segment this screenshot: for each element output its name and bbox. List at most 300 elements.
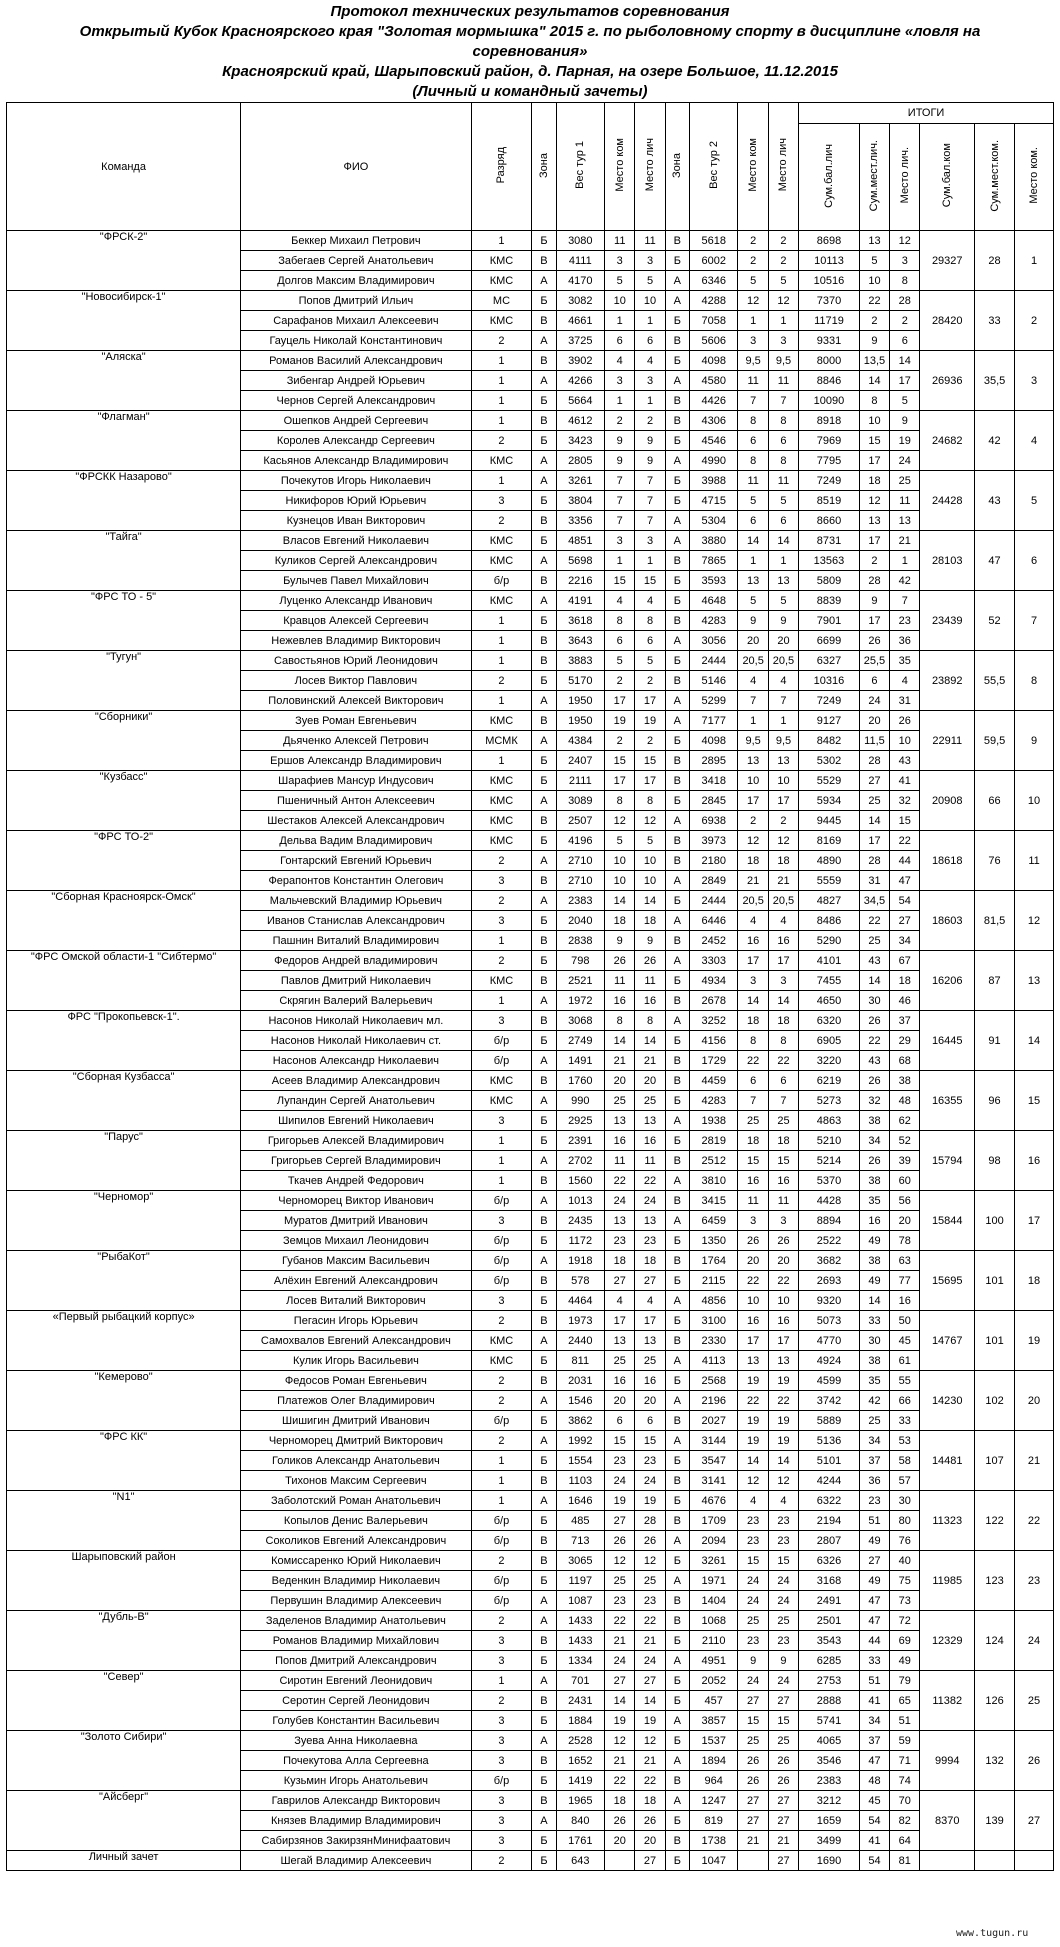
value-cell: 26 bbox=[768, 1751, 798, 1771]
value-cell: 4648 bbox=[689, 591, 738, 611]
value-cell: 26 bbox=[738, 1231, 768, 1251]
value-cell: 19 bbox=[605, 711, 635, 731]
value-cell: 9,5 bbox=[768, 351, 798, 371]
team-name-cell: "РыбаКот" bbox=[7, 1251, 241, 1311]
value-cell: А bbox=[665, 1711, 689, 1731]
value-cell: 6459 bbox=[689, 1211, 738, 1231]
value-cell: 8 bbox=[768, 411, 798, 431]
value-cell: 16 bbox=[605, 1131, 635, 1151]
value-cell: 14 bbox=[859, 811, 889, 831]
value-cell: 1894 bbox=[689, 1751, 738, 1771]
value-cell: 2435 bbox=[556, 1211, 605, 1231]
value-cell: 4170 bbox=[556, 271, 605, 291]
value-cell: 20 bbox=[605, 1831, 635, 1851]
value-cell: 46 bbox=[890, 991, 920, 1011]
team-place-cell: 1 bbox=[1015, 231, 1054, 291]
value-cell: 11,5 bbox=[859, 731, 889, 751]
value-cell: 13 bbox=[768, 571, 798, 591]
value-cell: 1 bbox=[471, 391, 532, 411]
value-cell: 1 bbox=[471, 631, 532, 651]
value-cell: В bbox=[532, 931, 556, 951]
value-cell: 2702 bbox=[556, 1151, 605, 1171]
value-cell: 3065 bbox=[556, 1551, 605, 1571]
value-cell: Б bbox=[665, 1691, 689, 1711]
value-cell: 8 bbox=[890, 271, 920, 291]
value-cell: 1404 bbox=[689, 1591, 738, 1611]
value-cell: 9 bbox=[635, 451, 665, 471]
value-cell: 1 bbox=[738, 551, 768, 571]
value-cell: 7370 bbox=[799, 291, 860, 311]
value-cell: 52 bbox=[890, 1131, 920, 1151]
value-cell: 713 bbox=[556, 1531, 605, 1551]
table-row bbox=[7, 771, 1054, 791]
team-sum-places-cell: 35,5 bbox=[975, 351, 1015, 411]
value-cell: 2845 bbox=[689, 791, 738, 811]
value-cell: 16 bbox=[635, 1371, 665, 1391]
participant-name-cell: Губанов Максим Васильевич bbox=[241, 1251, 472, 1271]
value-cell: 1491 bbox=[556, 1051, 605, 1071]
value-cell: В bbox=[532, 1751, 556, 1771]
value-cell: 27 bbox=[738, 1791, 768, 1811]
value-cell: 27 bbox=[768, 1811, 798, 1831]
table-header bbox=[7, 103, 1054, 231]
value-cell: 16 bbox=[605, 1371, 635, 1391]
value-cell: 49 bbox=[890, 1651, 920, 1671]
value-cell: 4890 bbox=[799, 851, 860, 871]
value-cell: 25 bbox=[605, 1351, 635, 1371]
value-cell: 4 bbox=[738, 1491, 768, 1511]
value-cell: 12 bbox=[635, 811, 665, 831]
value-cell: 14 bbox=[859, 1291, 889, 1311]
value-cell: 16 bbox=[605, 991, 635, 1011]
value-cell: 6320 bbox=[799, 1011, 860, 1031]
value-cell: 2391 bbox=[556, 1131, 605, 1151]
team-sum-places-cell: 59,5 bbox=[975, 711, 1015, 771]
participant-name-cell: Заболотский Роман Анатольевич bbox=[241, 1491, 472, 1511]
team-sum-places-cell: 96 bbox=[975, 1071, 1015, 1131]
value-cell: А bbox=[532, 731, 556, 751]
value-cell: 6 bbox=[635, 331, 665, 351]
value-cell: 8 bbox=[859, 391, 889, 411]
value-cell: Б bbox=[532, 771, 556, 791]
value-cell: 13 bbox=[605, 1331, 635, 1351]
value-cell: 3303 bbox=[689, 951, 738, 971]
value-cell: 1 bbox=[471, 411, 532, 431]
participant-name-cell: Зуева Анна Николаевна bbox=[241, 1731, 472, 1751]
value-cell: 34 bbox=[859, 1431, 889, 1451]
value-cell: 457 bbox=[689, 1691, 738, 1711]
value-cell: 7058 bbox=[689, 311, 738, 331]
value-cell: 11 bbox=[635, 1151, 665, 1171]
value-cell: 1 bbox=[768, 551, 798, 571]
value-cell: Б bbox=[532, 1031, 556, 1051]
value-cell: 27 bbox=[635, 1851, 665, 1871]
participant-name-cell: Лосев Виктор Павлович bbox=[241, 671, 472, 691]
value-cell: 2819 bbox=[689, 1131, 738, 1151]
team-name-cell: «Первый рыбацкий корпус» bbox=[7, 1311, 241, 1371]
team-sum-points-cell: 11323 bbox=[920, 1491, 975, 1551]
participant-name-cell: Алёхин Евгений Александрович bbox=[241, 1271, 472, 1291]
value-cell: В bbox=[665, 1071, 689, 1091]
value-cell: 26 bbox=[859, 1011, 889, 1031]
value-cell: 3 bbox=[471, 491, 532, 511]
participant-name-cell: Черноморец Виктор Иванович bbox=[241, 1191, 472, 1211]
value-cell: 19 bbox=[768, 1431, 798, 1451]
value-cell: 10516 bbox=[799, 271, 860, 291]
value-cell: 73 bbox=[890, 1591, 920, 1611]
value-cell: 7 bbox=[890, 591, 920, 611]
value-cell: 16 bbox=[768, 931, 798, 951]
team-place-cell: 19 bbox=[1015, 1311, 1054, 1371]
value-cell: 63 bbox=[890, 1251, 920, 1271]
value-cell: 11 bbox=[605, 1151, 635, 1171]
value-cell: 1560 bbox=[556, 1171, 605, 1191]
value-cell: 6 bbox=[635, 1411, 665, 1431]
value-cell: 12 bbox=[635, 1551, 665, 1571]
value-cell: 23 bbox=[738, 1511, 768, 1531]
value-cell: 15 bbox=[859, 431, 889, 451]
value-cell: 7865 bbox=[689, 551, 738, 571]
team-sum-points-cell: 24682 bbox=[920, 411, 975, 471]
team-name-cell: "Дубль-В" bbox=[7, 1611, 241, 1671]
value-cell: 3 bbox=[738, 971, 768, 991]
value-cell: 6446 bbox=[689, 911, 738, 931]
value-cell: 5529 bbox=[799, 771, 860, 791]
participant-name-cell: Дельва Вадим Владимирович bbox=[241, 831, 472, 851]
value-cell: А bbox=[665, 1531, 689, 1551]
value-cell: 16 bbox=[738, 1171, 768, 1191]
participant-name-cell: Федоров Андрей владимирович bbox=[241, 951, 472, 971]
value-cell: 3 bbox=[471, 871, 532, 891]
team-name-cell: "Сборная Красноярск-Омск" bbox=[7, 891, 241, 951]
value-cell: А bbox=[665, 1211, 689, 1231]
value-cell: 15 bbox=[738, 1711, 768, 1731]
value-cell: 9320 bbox=[799, 1291, 860, 1311]
table-row bbox=[7, 1731, 1054, 1751]
team-sum-places-cell: 126 bbox=[975, 1671, 1015, 1731]
value-cell: 14 bbox=[768, 991, 798, 1011]
value-cell: 1992 bbox=[556, 1431, 605, 1451]
participant-name-cell: Соколиков Евгений Александрович bbox=[241, 1531, 472, 1551]
value-cell: 3725 bbox=[556, 331, 605, 351]
value-cell: 37 bbox=[859, 1451, 889, 1471]
title-line-3: соревнования» bbox=[472, 43, 588, 60]
participant-name-cell: Платежов Олег Владимирович bbox=[241, 1391, 472, 1411]
value-cell: А bbox=[532, 551, 556, 571]
value-cell: 4599 bbox=[799, 1371, 860, 1391]
value-cell: 8 bbox=[635, 1011, 665, 1031]
value-cell: 23 bbox=[635, 1591, 665, 1611]
value-cell: В bbox=[665, 1471, 689, 1491]
value-cell: 20,5 bbox=[738, 891, 768, 911]
value-cell: 1 bbox=[471, 751, 532, 771]
value-cell: 8731 bbox=[799, 531, 860, 551]
value-cell: Б bbox=[532, 1571, 556, 1591]
value-cell: В bbox=[532, 511, 556, 531]
team-place-cell: 7 bbox=[1015, 591, 1054, 651]
value-cell: А bbox=[665, 371, 689, 391]
value-cell: 33 bbox=[890, 1411, 920, 1431]
value-cell: 3682 bbox=[799, 1251, 860, 1271]
value-cell: 32 bbox=[859, 1091, 889, 1111]
value-cell: 14 bbox=[605, 1031, 635, 1051]
value-cell: В bbox=[665, 771, 689, 791]
value-cell: 1659 bbox=[799, 1811, 860, 1831]
value-cell: 24 bbox=[738, 1591, 768, 1611]
value-cell: 17 bbox=[859, 611, 889, 631]
value-cell: 34 bbox=[859, 1131, 889, 1151]
team-place-cell: 22 bbox=[1015, 1491, 1054, 1551]
value-cell: 8846 bbox=[799, 371, 860, 391]
value-cell: А bbox=[532, 1431, 556, 1451]
value-cell: 1 bbox=[605, 311, 635, 331]
value-cell: 9 bbox=[738, 611, 768, 631]
value-cell: 4156 bbox=[689, 1031, 738, 1051]
value-cell: В bbox=[665, 1831, 689, 1851]
team-name-cell: "N1" bbox=[7, 1491, 241, 1551]
value-cell: В bbox=[532, 1691, 556, 1711]
value-cell: 5 bbox=[768, 271, 798, 291]
value-cell: 8 bbox=[768, 1031, 798, 1051]
value-cell: 2330 bbox=[689, 1331, 738, 1351]
value-cell: 51 bbox=[859, 1511, 889, 1531]
value-cell: 3 bbox=[471, 1791, 532, 1811]
table-row bbox=[7, 1611, 1054, 1631]
value-cell: КМС bbox=[471, 831, 532, 851]
value-cell: 14 bbox=[768, 1451, 798, 1471]
value-cell: А bbox=[532, 331, 556, 351]
value-cell: 10316 bbox=[799, 671, 860, 691]
value-cell: Б bbox=[665, 1131, 689, 1151]
value-cell: В bbox=[532, 311, 556, 331]
value-cell: 14 bbox=[859, 371, 889, 391]
value-cell: КМС bbox=[471, 791, 532, 811]
value-cell: 26 bbox=[768, 1771, 798, 1791]
value-cell: 5 bbox=[890, 391, 920, 411]
value-cell: 7 bbox=[635, 491, 665, 511]
value-cell: 17 bbox=[635, 691, 665, 711]
value-cell: 27 bbox=[859, 771, 889, 791]
value-cell: 17 bbox=[890, 371, 920, 391]
value-cell: 14 bbox=[768, 531, 798, 551]
value-cell: 1950 bbox=[556, 711, 605, 731]
col-team: Команда bbox=[7, 103, 241, 231]
value-cell: 6 bbox=[635, 631, 665, 651]
team-name-cell: "Сборники" bbox=[7, 711, 241, 771]
value-cell: 25 bbox=[738, 1731, 768, 1751]
team-sum-places-cell: 76 bbox=[975, 831, 1015, 891]
value-cell: 10 bbox=[768, 1291, 798, 1311]
value-cell: 19 bbox=[635, 1711, 665, 1731]
value-cell: 3902 bbox=[556, 351, 605, 371]
value-cell: 15 bbox=[768, 1151, 798, 1171]
value-cell: 4384 bbox=[556, 731, 605, 751]
value-cell: 5 bbox=[605, 831, 635, 851]
value-cell: 71 bbox=[890, 1751, 920, 1771]
participant-name-cell: Ершов Александр Владимирович bbox=[241, 751, 472, 771]
value-cell: 3 bbox=[471, 1111, 532, 1131]
value-cell: 11 bbox=[768, 471, 798, 491]
value-cell: 3100 bbox=[689, 1311, 738, 1331]
value-cell: 3144 bbox=[689, 1431, 738, 1451]
value-cell: 1938 bbox=[689, 1111, 738, 1131]
value-cell: 5299 bbox=[689, 691, 738, 711]
value-cell: 3862 bbox=[556, 1411, 605, 1431]
value-cell: 76 bbox=[890, 1531, 920, 1551]
team-name-cell: "Аляска" bbox=[7, 351, 241, 411]
value-cell: КМС bbox=[471, 251, 532, 271]
value-cell: 4113 bbox=[689, 1351, 738, 1371]
value-cell: 1971 bbox=[689, 1571, 738, 1591]
value-cell: 18 bbox=[635, 1791, 665, 1811]
value-cell: 9 bbox=[859, 331, 889, 351]
value-cell: 3 bbox=[471, 1291, 532, 1311]
value-cell: 578 bbox=[556, 1271, 605, 1291]
value-cell: 5618 bbox=[689, 231, 738, 251]
value-cell: В bbox=[665, 1331, 689, 1351]
value-cell: 18 bbox=[768, 1011, 798, 1031]
col-sum-places-team: Сум.мест.ком. bbox=[975, 124, 1015, 231]
value-cell: 16 bbox=[738, 1311, 768, 1331]
value-cell: 1 bbox=[471, 1171, 532, 1191]
value-cell: 2 bbox=[471, 331, 532, 351]
value-cell: 27 bbox=[768, 1691, 798, 1711]
value-cell: 7795 bbox=[799, 451, 860, 471]
value-cell: 21 bbox=[605, 1631, 635, 1651]
value-cell: Б bbox=[532, 1651, 556, 1671]
value-cell: КМС bbox=[471, 1351, 532, 1371]
team-name-cell: "Кузбасс" bbox=[7, 771, 241, 831]
results-table bbox=[6, 102, 1054, 1871]
value-cell: 21 bbox=[635, 1631, 665, 1651]
value-cell: 11 bbox=[635, 231, 665, 251]
value-cell: 6 bbox=[738, 511, 768, 531]
value-cell: 1 bbox=[471, 471, 532, 491]
value-cell: 40 bbox=[890, 1551, 920, 1571]
value-cell: Б bbox=[665, 351, 689, 371]
value-cell: 54 bbox=[859, 1851, 889, 1871]
value-cell: 5 bbox=[635, 271, 665, 291]
value-cell: КМС bbox=[471, 311, 532, 331]
participant-name-cell: Почекутов Игорь Николаевич bbox=[241, 471, 472, 491]
team-name-cell: "Айсберг" bbox=[7, 1791, 241, 1851]
value-cell: 33 bbox=[859, 1311, 889, 1331]
value-cell: 701 bbox=[556, 1671, 605, 1691]
value-cell: А bbox=[665, 871, 689, 891]
value-cell: 3593 bbox=[689, 571, 738, 591]
value-cell: 3 bbox=[471, 1831, 532, 1851]
value-cell: б/р bbox=[471, 1051, 532, 1071]
value-cell: 51 bbox=[859, 1671, 889, 1691]
value-cell: 3356 bbox=[556, 511, 605, 531]
value-cell: КМС bbox=[471, 531, 532, 551]
participant-name-cell: Касьянов Александр Владимирович bbox=[241, 451, 472, 471]
value-cell: 13563 bbox=[799, 551, 860, 571]
value-cell: А bbox=[532, 371, 556, 391]
value-cell: 1973 bbox=[556, 1311, 605, 1331]
value-cell: А bbox=[532, 1611, 556, 1631]
team-place-cell: 12 bbox=[1015, 891, 1054, 951]
team-place-cell: 14 bbox=[1015, 1011, 1054, 1071]
value-cell: Б bbox=[532, 1411, 556, 1431]
value-cell: 5 bbox=[635, 651, 665, 671]
value-cell: Б bbox=[665, 1551, 689, 1571]
value-cell: В bbox=[532, 251, 556, 271]
value-cell: 8 bbox=[738, 411, 768, 431]
value-cell: 11719 bbox=[799, 311, 860, 331]
value-cell: 21 bbox=[605, 1751, 635, 1771]
value-cell: 8169 bbox=[799, 831, 860, 851]
value-cell: 20 bbox=[738, 631, 768, 651]
value-cell: 2 bbox=[859, 311, 889, 331]
value-cell: 39 bbox=[890, 1151, 920, 1171]
value-cell: 19 bbox=[768, 1371, 798, 1391]
value-cell: А bbox=[665, 1571, 689, 1591]
value-cell: 2 bbox=[738, 811, 768, 831]
value-cell: 22 bbox=[738, 1391, 768, 1411]
value-cell: 79 bbox=[890, 1671, 920, 1691]
value-cell: 2710 bbox=[556, 871, 605, 891]
value-cell: 4 bbox=[738, 671, 768, 691]
value-cell: 3 bbox=[635, 531, 665, 551]
value-cell: 5 bbox=[605, 271, 635, 291]
site-watermark: www.tugun.ru bbox=[956, 1928, 1029, 1939]
value-cell: 2383 bbox=[799, 1771, 860, 1791]
value-cell: 3212 bbox=[799, 1791, 860, 1811]
value-cell: 1965 bbox=[556, 1791, 605, 1811]
value-cell: 3 bbox=[605, 371, 635, 391]
value-cell: 20,5 bbox=[768, 891, 798, 911]
value-cell: 3547 bbox=[689, 1451, 738, 1471]
value-cell: А bbox=[532, 1391, 556, 1411]
value-cell: 17 bbox=[635, 1311, 665, 1331]
value-cell: 10113 bbox=[799, 251, 860, 271]
value-cell: 14 bbox=[738, 1451, 768, 1471]
value-cell: 4464 bbox=[556, 1291, 605, 1311]
team-name-cell: "ФРС Омской области-1 "Сибтермо" bbox=[7, 951, 241, 1011]
value-cell: В bbox=[532, 1311, 556, 1331]
value-cell: 22 bbox=[605, 1171, 635, 1191]
value-cell: А bbox=[665, 1111, 689, 1131]
value-cell: 2040 bbox=[556, 911, 605, 931]
value-cell: Б bbox=[532, 1351, 556, 1371]
value-cell: 16 bbox=[738, 931, 768, 951]
value-cell: 7177 bbox=[689, 711, 738, 731]
value-cell: 13 bbox=[859, 231, 889, 251]
value-cell: 1 bbox=[738, 711, 768, 731]
value-cell: В bbox=[665, 1251, 689, 1271]
value-cell: 38 bbox=[859, 1171, 889, 1191]
value-cell: 47 bbox=[859, 1611, 889, 1631]
value-cell: Б bbox=[532, 491, 556, 511]
value-cell: В bbox=[532, 411, 556, 431]
value-cell: А bbox=[665, 691, 689, 711]
value-cell: В bbox=[532, 1211, 556, 1231]
value-cell: 9 bbox=[859, 591, 889, 611]
value-cell: 2 bbox=[471, 431, 532, 451]
value-cell: 7 bbox=[635, 511, 665, 531]
value-cell: 13 bbox=[635, 1111, 665, 1131]
value-cell: 964 bbox=[689, 1771, 738, 1791]
value-cell: б/р bbox=[471, 1591, 532, 1611]
team-sum-places-cell: 132 bbox=[975, 1731, 1015, 1791]
value-cell: Б bbox=[665, 1031, 689, 1051]
value-cell: 43 bbox=[859, 1051, 889, 1071]
value-cell: 60 bbox=[890, 1171, 920, 1191]
value-cell: 44 bbox=[890, 851, 920, 871]
value-cell: 2180 bbox=[689, 851, 738, 871]
value-cell: 24 bbox=[768, 1671, 798, 1691]
